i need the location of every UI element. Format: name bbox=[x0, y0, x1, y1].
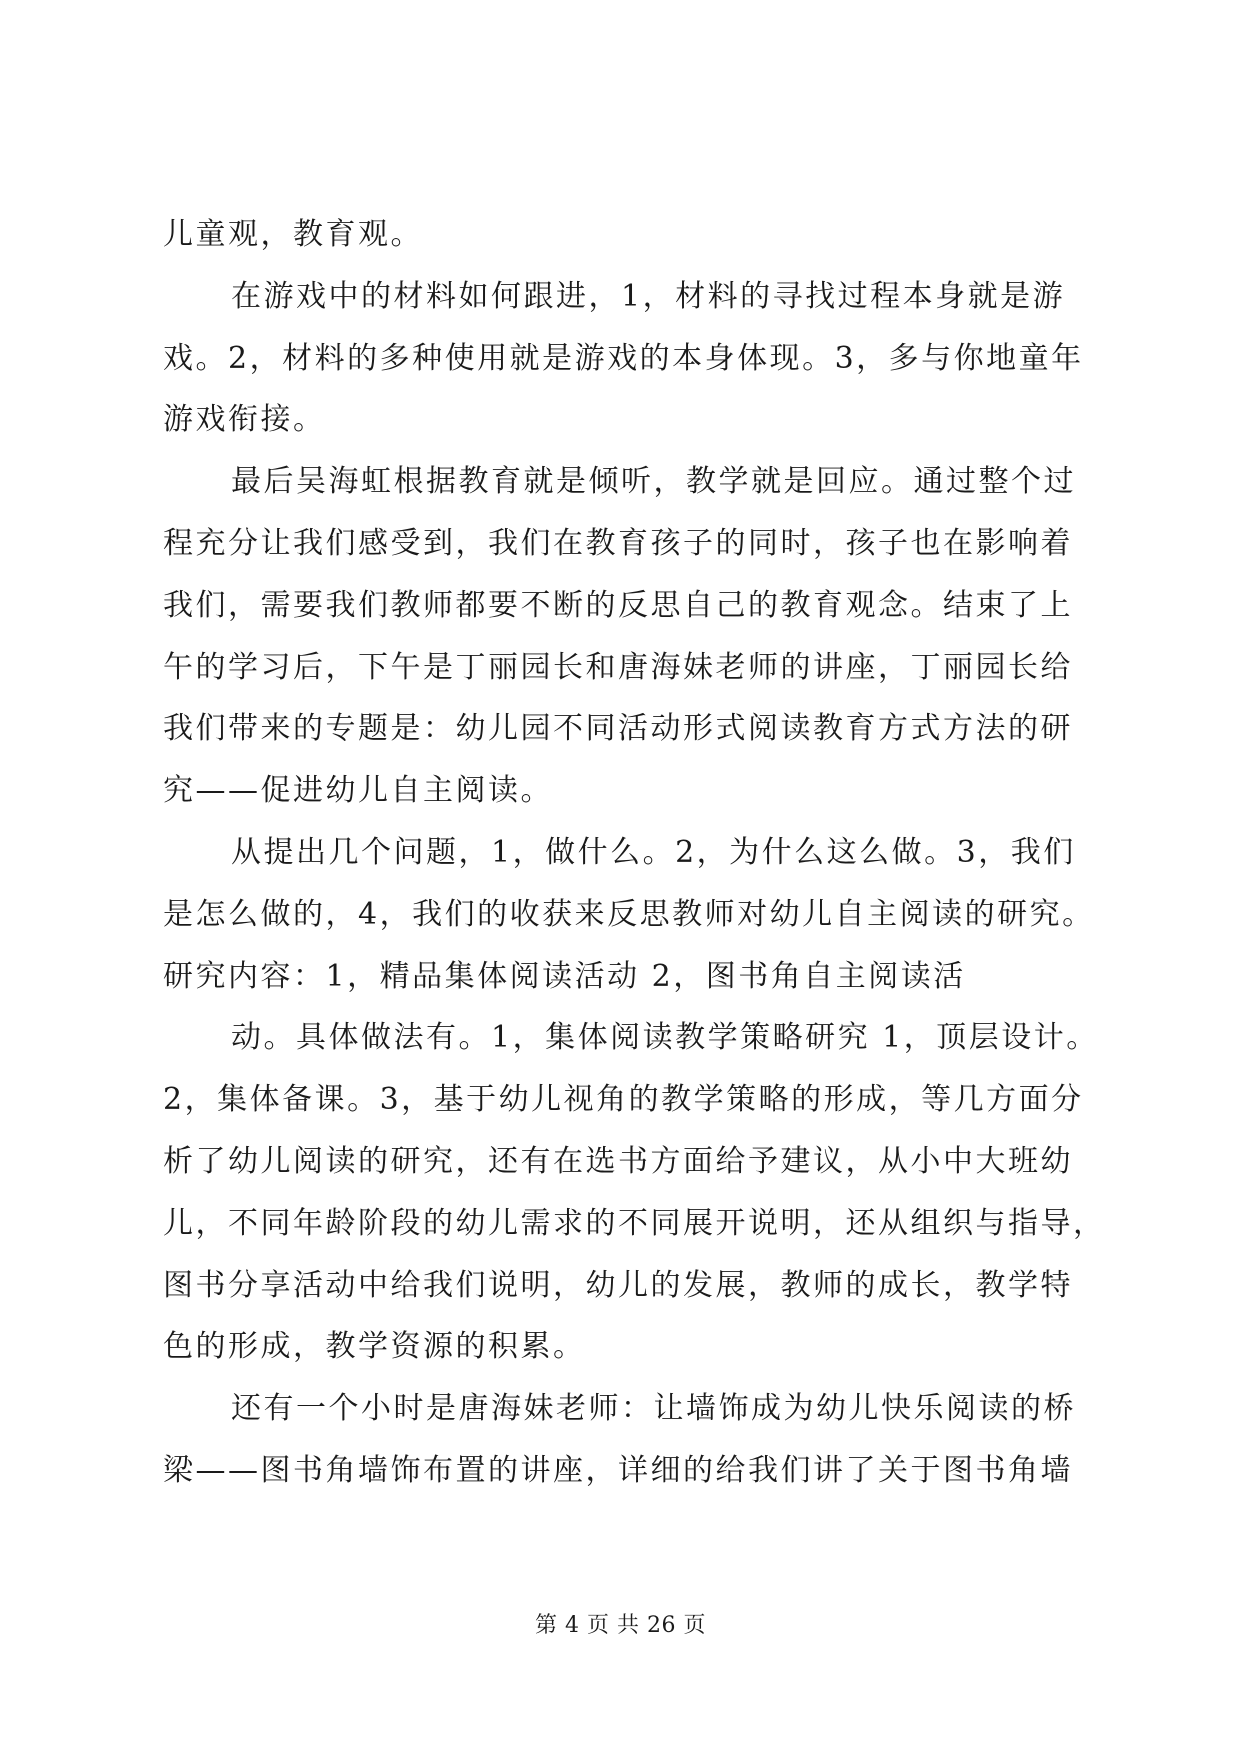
text-line: 我们带来的专题是：幼儿园不同活动形式阅读教育方式方法的研 bbox=[163, 711, 1073, 747]
text-line: 游戏衔接。 bbox=[163, 402, 326, 438]
text-line: 午的学习后，下午是丁丽园长和唐海妹老师的讲座，丁丽园长给 bbox=[163, 649, 1073, 685]
text-line: 2，集体备课。3，基于幼儿视角的教学策略的形成，等几方面分 bbox=[163, 1082, 1084, 1118]
text-line: 析了幼儿阅读的研究，还有在选书方面给予建议，从小中大班幼 bbox=[163, 1143, 1073, 1179]
text-line: 我们，需要我们教师都要不断的反思自己的教育观念。结束了上 bbox=[163, 587, 1073, 623]
text-line: 是怎么做的，4，我们的收获来反思教师对幼儿自主阅读的研究。 bbox=[163, 896, 1095, 932]
text-line: 还有一个小时是唐海妹老师：让墙饰成为幼儿快乐阅读的桥 bbox=[231, 1391, 1076, 1427]
text-line: 在游戏中的材料如何跟进，1，材料的寻找过程本身就是游 bbox=[231, 278, 1066, 314]
text-line: 图书分享活动中给我们说明，幼儿的发展，教师的成长，教学特 bbox=[163, 1267, 1073, 1303]
text-line: 儿，不同年龄阶段的幼儿需求的不同展开说明，还从组织与指导， bbox=[163, 1205, 1106, 1241]
text-line: 儿童观，教育观。 bbox=[163, 217, 423, 252]
text-line: 从提出几个问题，1，做什么。2，为什么这么做。3，我们 bbox=[231, 834, 1076, 870]
text-line: 程充分让我们感受到，我们在教育孩子的同时，孩子也在影响着 bbox=[163, 525, 1073, 561]
body-text bbox=[163, 204, 1106, 1502]
text-line: 戏。2，材料的多种使用就是游戏的本身体现。3，多与你地童年 bbox=[163, 340, 1084, 376]
text-line: 研究内容：1，精品集体阅读活动 2，图书角自主阅读活 bbox=[163, 958, 966, 994]
text-line: 究——促进幼儿自主阅读。 bbox=[163, 773, 553, 809]
text-line: 动。具体做法有。1，集体阅读教学策略研究 1，顶层设计。 bbox=[231, 1020, 1099, 1056]
text-line: 最后吴海虹根据教育就是倾听，教学就是回应。通过整个过 bbox=[231, 464, 1076, 500]
page-number-footer: 第 4 页 共 26 页 bbox=[535, 1613, 706, 1638]
text-line: 梁——图书角墙饰布置的讲座，详细的给我们讲了关于图书角墙 bbox=[163, 1452, 1073, 1488]
text-line: 色的形成，教学资源的积累。 bbox=[163, 1329, 586, 1365]
